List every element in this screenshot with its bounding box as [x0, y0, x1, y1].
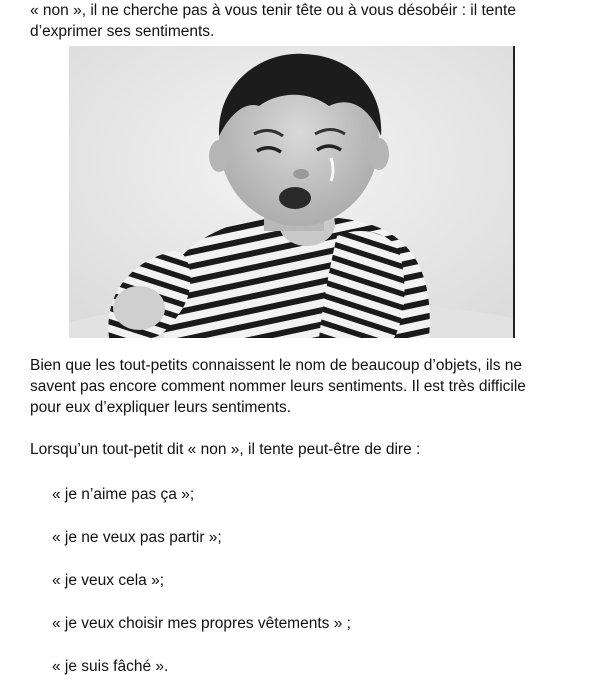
paragraph-1-line-3: pour eux d’expliquer leurs sentiments. — [30, 399, 292, 416]
crying-toddler-photo — [69, 46, 514, 338]
intro-text — [30, 0, 585, 42]
list-item: « je n’aime pas ça »; — [52, 486, 195, 503]
intro-line-2: d’exprimer ses sentiments. — [30, 23, 215, 40]
list-item: « je suis fâché ». — [52, 658, 169, 675]
paragraph-2: Lorsqu’un tout-petit dit « non », il tente peut-être de dire : — [30, 441, 421, 458]
list-item: « je veux cela »; — [52, 572, 165, 589]
paragraph-1 — [30, 355, 585, 418]
photo-edge-line — [513, 46, 515, 338]
list-item: « je ne veux pas partir »; — [52, 529, 222, 546]
paragraph-1-line-1: Bien que les tout-petits connaissent le nom de beaucoup d’objets, ils ne — [30, 357, 523, 374]
toddler-crying-icon — [69, 46, 514, 338]
list-item: « je veux choisir mes propres vêtements » ; — [52, 615, 351, 632]
intro-line-1: « non », il ne cherche pas à vous tenir tête ou à vous désobéir : il tente — [30, 2, 516, 19]
paragraph-1-line-2: savent pas encore comment nommer leurs sentiments. Il est très difficile — [30, 378, 526, 395]
